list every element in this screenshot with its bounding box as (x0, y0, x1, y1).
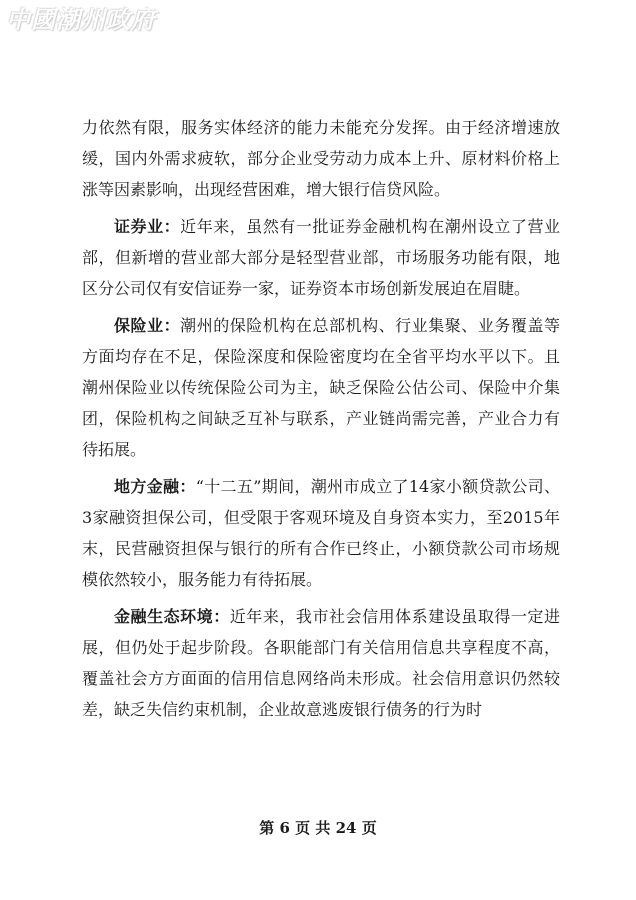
paragraph-continuation (82, 112, 560, 205)
paragraph-securities (82, 211, 560, 304)
paragraph-text: 近年来，虽然有一批证券金融机构在潮州设立了营业部，但新增的营业部大部分是轻型营业部，市场服务功能有限，地区分公司仅有安信证券一家，证券资本市场创新发展迫在眉睫。 (82, 217, 560, 298)
paragraph-lead: 保险业： (114, 316, 181, 335)
paragraph-text: 力依然有限，服务实体经济的能力未能充分发挥。由于经济增速放缓，国内外需求疲软，部分企业受劳动力成本上升、原材料价格上涨等因素影响，出现经营困难，增大银行信贷风险。 (82, 118, 560, 199)
paragraph-text: 近年来，我市社会信用体系建设虽取得一定进展，但仍处于起步阶段。各职能部门有关信用信息共享程度不高，覆盖社会方方面面的信用信息网络尚未形成。社会信用意识仍然较差，缺乏失信约束机制，企业故意逃废银行债务的行为时 (82, 607, 560, 719)
page-number-footer: 第 6 页 共 24 页 (259, 819, 377, 837)
paragraph-local-finance (82, 471, 560, 595)
paragraph-insurance (82, 310, 560, 465)
paragraph-lead: 金融生态环境： (114, 607, 230, 626)
paragraph-financial-ecology (82, 601, 560, 725)
document-body (82, 112, 560, 731)
paragraph-text: 潮州的保险机构在总部机构、行业集聚、业务覆盖等方面均存在不足，保险深度和保险密度均在全省平均水平以下。且潮州保险业以传统保险公司为主，缺乏保险公估公司、保险中介集团，保险机构之间缺乏互补与联系，产业链尚需完善，产业合力有待拓展。 (82, 316, 560, 459)
paragraph-lead: 证券业： (114, 217, 181, 236)
paragraph-text: “十二五”期间，潮州市成立了14家小额贷款公司、3家融资担保公司，但受限于客观环境及自身资本实力，至2015年末，民营融资担保与银行的所有合作已终止，小额贷款公司市场规模依然较小，服务能力有待拓展。 (82, 477, 560, 589)
site-watermark: 中國潮州政府 (6, 5, 156, 34)
paragraph-lead: 地方金融： (114, 477, 196, 496)
